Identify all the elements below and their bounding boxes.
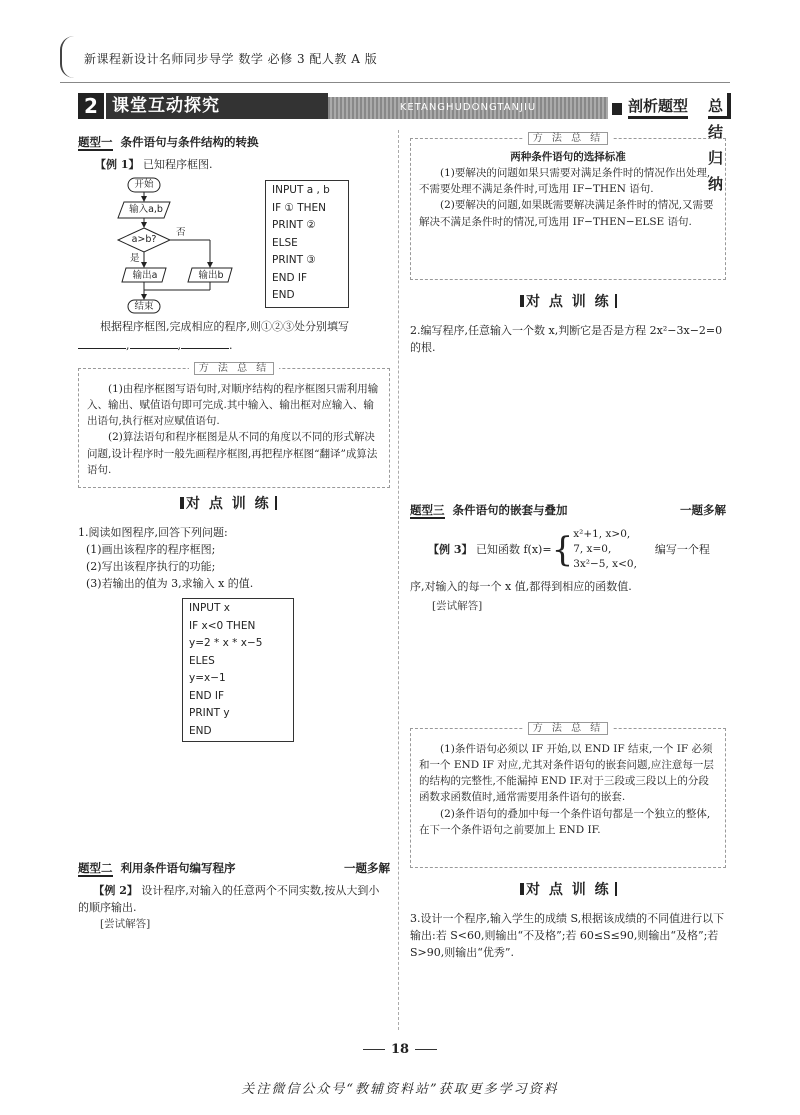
code-line: y=x−1 xyxy=(189,672,226,684)
method-summary-3-p1: (1)条件语句必须以 IF 开始,以 END IF 结束,一个 IF 必须和一个 END IF 对应,尤其对条件语句的嵌套问题,应注意每一层的结构的完整性,不能漏掉 END IF.对于三段或三段以上的分段函数求函数值时,通常需要用条件语句的嵌套. xyxy=(419,742,714,804)
flow-yes-label: 是 xyxy=(130,253,140,264)
method-summary-2-p1: (1)要解决的问题如果只需要对满足条件时的情况作出处理,不需要处理不满足条件时,可选用 IF−THEN 语句. xyxy=(419,166,711,196)
method-summary-2 xyxy=(410,133,726,280)
example1-tag: 【例 1】 xyxy=(95,158,140,171)
running-header: 新课程新设计名师同步导学 数学 必修 3 配人教 A 版 xyxy=(84,52,378,66)
piecewise-case: 7, x=0, xyxy=(573,543,612,555)
practice-1 xyxy=(78,524,390,592)
practice-heading-2-text: 对 点 训 练 xyxy=(526,294,611,310)
flow-output-a-label: 输出a xyxy=(132,270,158,281)
program-code-2 xyxy=(182,598,294,742)
practice-2-question: 2.编写程序,任意输入一个数 x,判断它是否是方程 2x²−3x−2=0 的根. xyxy=(410,324,723,355)
code-line: END IF xyxy=(189,689,225,702)
method-summary-1-p1: (1)由程序框图写语句时,对顺序结构的程序框图只需利用输入、输出、赋值语句即可完成.其中输入、输出框对应输入、输出语句,执行框对应赋值语句. xyxy=(87,382,379,428)
method-summary-2-subtitle: 两种条件语句的选择标准 xyxy=(510,150,626,163)
method-summary-1 xyxy=(78,363,390,488)
code-line: INPUT x xyxy=(189,602,230,614)
piecewise-case: 3x²−5, x<0, xyxy=(573,558,637,570)
header-rule xyxy=(60,82,730,83)
example1-line xyxy=(95,156,212,173)
page-number-rule xyxy=(363,1049,385,1050)
code-line: PRINT ② xyxy=(272,219,316,231)
code-line: ELSE xyxy=(272,236,298,249)
type3-label: 题型三 xyxy=(410,503,445,517)
flow-input-label: 输入a,b xyxy=(129,204,163,215)
example1-question: 根据程序框图,完成相应的程序,则①②③处分别填写 , , . xyxy=(78,318,390,354)
practice-heading-3 xyxy=(520,880,617,902)
practice-1-item: (3)若输出的值为 3,求输入 x 的值. xyxy=(86,577,254,591)
code-line: IF x<0 THEN xyxy=(189,619,256,632)
type1-heading xyxy=(78,134,390,152)
column-divider xyxy=(398,130,399,1030)
practice-heading-2 xyxy=(520,292,617,314)
page-number xyxy=(0,1040,800,1060)
section-number: 2 xyxy=(78,93,104,119)
example3-tag: 【例 3】 xyxy=(428,542,473,556)
flow-decision-label: a>b? xyxy=(131,234,157,245)
header-decoration xyxy=(60,36,74,78)
example1-text: 已知程序框图. xyxy=(142,158,213,171)
answer-blank[interactable] xyxy=(130,339,178,349)
practice-heading-1 xyxy=(180,494,277,516)
example2 xyxy=(78,882,390,916)
code-line: PRINT ③ xyxy=(272,254,316,266)
practice-marker xyxy=(520,295,524,307)
banner-subtitle-2: 总结归纳 xyxy=(708,93,731,119)
type1-title: 条件语句与条件结构的转换 xyxy=(120,135,259,149)
code-line: y=2 * x * x−5 xyxy=(189,637,263,649)
answer-blank[interactable] xyxy=(181,339,229,349)
example3 xyxy=(428,527,728,572)
page-number-text: 18 xyxy=(390,1042,410,1057)
practice-3-question: 3.设计一个程序,输入学生的成绩 S,根据该成绩的不同值进行以下输出:若 S<60,则输出“不及格”;若 60≤S≤90,则输出“及格”;若 S>90,则输出“优秀”. xyxy=(410,912,725,960)
program-code-1 xyxy=(265,180,349,308)
type3-heading xyxy=(410,502,726,520)
practice-marker xyxy=(520,883,524,895)
practice-marker xyxy=(180,497,184,509)
flow-end-label: 结束 xyxy=(134,301,154,312)
type3-title: 条件语句的嵌套与叠加 xyxy=(452,503,568,517)
page-number-rule xyxy=(415,1049,437,1050)
method-summary-1-title: 方 法 总 结 xyxy=(194,362,275,375)
type2-heading xyxy=(78,860,390,878)
banner-square xyxy=(612,103,622,115)
example3-line2: 序,对输入的每一个 x 值,都得到相应的函数值. xyxy=(410,580,632,593)
example3-post: 编写一个程 xyxy=(654,542,710,556)
code-line: IF ① THEN xyxy=(272,201,327,214)
method-summary-3 xyxy=(410,723,726,868)
code-line: END xyxy=(272,289,295,301)
code-line: END xyxy=(189,724,212,737)
practice-bar xyxy=(275,496,277,510)
example2-text: 设计程序,对输入的任意两个不同实数,按从大到小的顺序输出. xyxy=(78,884,380,915)
code-line: END IF xyxy=(272,271,308,284)
code-line: INPUT a , b xyxy=(272,184,330,196)
flow-no-label: 否 xyxy=(176,227,186,238)
answer-blank[interactable] xyxy=(78,339,126,349)
type3-tag: 一题多解 xyxy=(680,503,726,517)
type2-tag: 一题多解 xyxy=(344,861,390,875)
example1-question-text: 根据程序框图,完成相应的程序,则①②③处分别填写 xyxy=(100,320,349,333)
code-line: PRINT y xyxy=(189,707,230,719)
practice-1-item: (2)写出该程序执行的功能; xyxy=(86,560,216,574)
example2-tag: 【例 2】 xyxy=(93,884,138,897)
code-line: ELES xyxy=(189,654,215,667)
practice-1-question: 1.阅读如图程序,回答下列问题: xyxy=(78,526,228,539)
method-summary-3-p2: (2)条件语句的叠加中每一个条件语句都是一个独立的整体,在下一个条件语句之前要加上 END IF. xyxy=(419,807,711,836)
method-summary-3-title: 方 法 总 结 xyxy=(528,722,609,735)
try-answer-label-2: [尝试解答] xyxy=(432,600,483,612)
method-summary-2-title: 方 法 总 结 xyxy=(528,132,609,145)
practice-bar xyxy=(615,294,617,308)
type2-title: 利用条件语句编写程序 xyxy=(120,861,236,875)
flow-output-b-label: 输出b xyxy=(198,270,224,281)
flow-start-label: 开始 xyxy=(134,179,154,190)
example3-pre: 已知函数 f(x)= xyxy=(475,542,552,556)
practice-1-item: (1)画出该程序的程序框图; xyxy=(86,543,216,557)
piecewise-case: x²+1, x>0, xyxy=(573,528,631,540)
try-answer-label: [尝试解答] xyxy=(100,918,151,930)
section-pinyin: KETANGHUDONGTANJIU xyxy=(328,97,608,119)
type1-label: 题型一 xyxy=(78,135,113,149)
footer-note: 关注微信公众号“教辅资料站”获取更多学习资料 xyxy=(241,1082,559,1097)
practice-heading-1-text: 对 点 训 练 xyxy=(186,496,271,512)
piecewise-brace: { xyxy=(551,529,574,570)
banner-subtitle-1: 剖析题型 xyxy=(628,93,688,119)
type2-label: 题型二 xyxy=(78,861,113,875)
section-title: 课堂互动探究 xyxy=(106,93,328,119)
method-summary-2-p2: (2)要解决的问题,如果既需要解决满足条件时的情况,又需要解决不满足条件时的情况,可选用 IF−THEN−ELSE 语句. xyxy=(419,199,714,228)
practice-heading-3-text: 对 点 训 练 xyxy=(526,882,611,898)
method-summary-1-p2: (2)算法语句和程序框图是从不同的角度以不同的形式解决问题,设计程序时一般先画程序框图,再把程序框图“翻译”成算法语句. xyxy=(87,431,378,476)
practice-bar xyxy=(615,882,617,896)
